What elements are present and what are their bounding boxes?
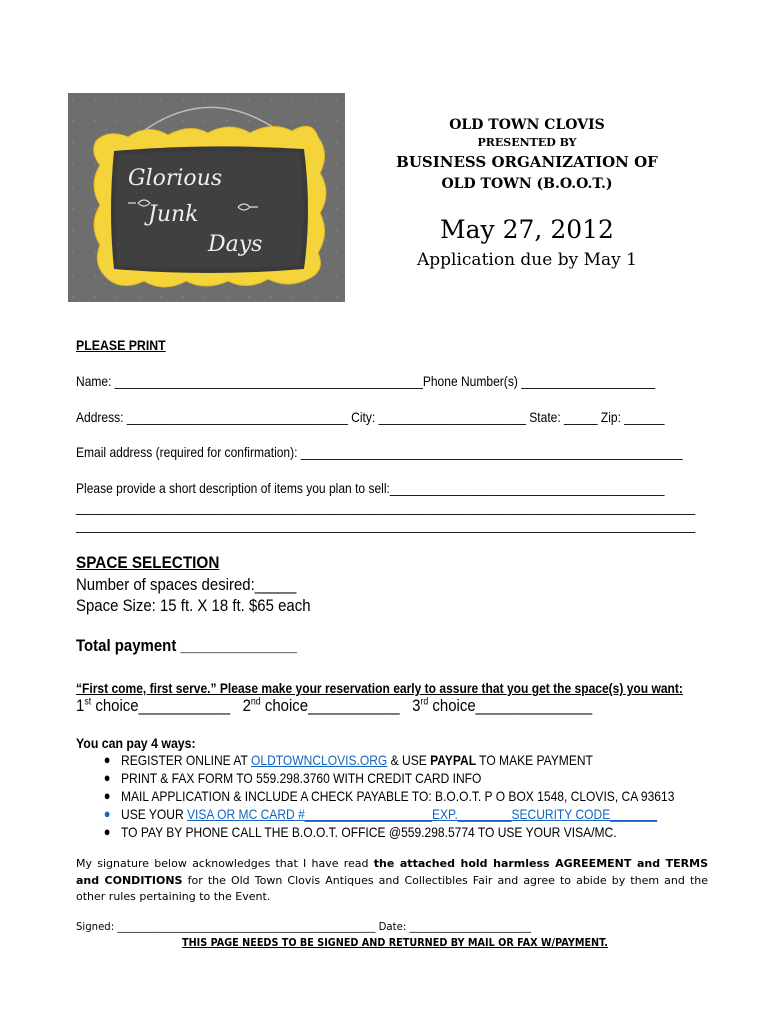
payment-way-card: ● USE YOUR VISA OR MC CARD #___________________EXP.________SECURITY CODE_______	[103, 806, 658, 822]
bullet-icon: ●	[103, 788, 111, 803]
space-selection-heading: SPACE SELECTION	[76, 553, 220, 572]
second-choice-field[interactable]: 2nd choice___________	[242, 696, 400, 715]
email-field[interactable]: Email address (required for confirmation): _________________________________________________________	[76, 444, 683, 460]
description-line-3[interactable]: _____________________________________________________________________________________________	[76, 517, 696, 533]
payment-way-mail: ● MAIL APPLICATION & INCLUDE A CHECK PAYABLE TO: B.O.O.T. P O BOX 1548, CLOVIS, CA 93613	[103, 788, 675, 804]
event-logo	[68, 93, 345, 302]
address-field[interactable]: Address: _________________________________ City: ______________________ State: _____ Zip: ______	[76, 409, 665, 425]
payment-way-fax: ● PRINT & FAX FORM TO 559.298.3760 WITH CREDIT CARD INFO	[103, 770, 482, 786]
agreement-text: My signature below acknowledges that I have read the attached hold harmless AGREEMENT and TERMS and CONDITIONS for the Old Town Clovis Antiques and Collectibles Fair and agree to abide by them and the other rules pertaining to the Event.	[76, 857, 709, 903]
please-print-heading: PLEASE PRINT	[76, 337, 166, 353]
payment-way-phone: ● TO PAY BY PHONE CALL THE B.O.O.T. OFFICE @559.298.5774 TO USE YOUR VISA/MC.	[103, 824, 617, 840]
oldtownclovis-link[interactable]: OLDTOWNCLOVIS.ORG	[251, 752, 388, 768]
org-line-3: BUSINESS ORGANIZATION OF	[396, 153, 658, 171]
bullet-icon: ●	[103, 770, 111, 785]
name-phone-field[interactable]: Name: ______________________________________________Phone Number(s) ____________________	[76, 373, 656, 389]
description-field[interactable]: Please provide a short description of items you plan to sell:_________________________________________	[76, 480, 665, 496]
logo-word-2: Junk	[148, 202, 199, 227]
description-line-2[interactable]: _____________________________________________________________________________________________	[76, 499, 696, 515]
third-choice-field[interactable]: 3rd choice______________	[412, 696, 593, 715]
total-payment-field[interactable]: Total payment ______________	[76, 636, 297, 655]
first-choice-field[interactable]: 1st choice___________	[76, 696, 231, 715]
first-come-notice: “First come, first serve.” Please make your reservation early to assure that you get the space(s) you want:	[76, 680, 683, 696]
bullet-icon: ●	[103, 824, 111, 839]
space-size-text: Space Size: 15 ft. X 18 ft. $65 each	[76, 596, 311, 615]
bullet-icon: ●	[103, 752, 111, 767]
event-date: May 27, 2012	[440, 215, 614, 244]
payment-way-online: ● REGISTER ONLINE AT OLDTOWNCLOVIS.ORG & USE PAYPAL TO MAKE PAYMENT	[103, 752, 593, 768]
application-due: Application due by May 1	[417, 250, 637, 270]
spaces-desired-field[interactable]: Number of spaces desired:_____	[76, 575, 297, 594]
payment-list	[103, 752, 721, 842]
chalkboard-frame-icon	[68, 93, 345, 302]
logo-word-3: Days	[208, 232, 263, 257]
return-instructions: THIS PAGE NEEDS TO BE SIGNED AND RETURNED BY MAIL OR FAX W/PAYMENT.	[182, 937, 608, 949]
signature-date-field[interactable]: Signed: ___________________________________________________ Date: ________________________	[76, 920, 531, 933]
bullet-icon: ●	[103, 806, 111, 821]
choices-row	[76, 696, 592, 716]
org-line-4: OLD TOWN (B.O.O.T.)	[441, 176, 613, 192]
logo-word-1: Glorious	[128, 166, 223, 191]
card-info-field[interactable]: VISA OR MC CARD #___________________EXP.________SECURITY CODE_______	[187, 806, 658, 822]
org-line-2: PRESENTED BY	[477, 136, 577, 149]
org-line-1: OLD TOWN CLOVIS	[449, 117, 605, 133]
payment-heading: You can pay 4 ways:	[76, 735, 196, 751]
